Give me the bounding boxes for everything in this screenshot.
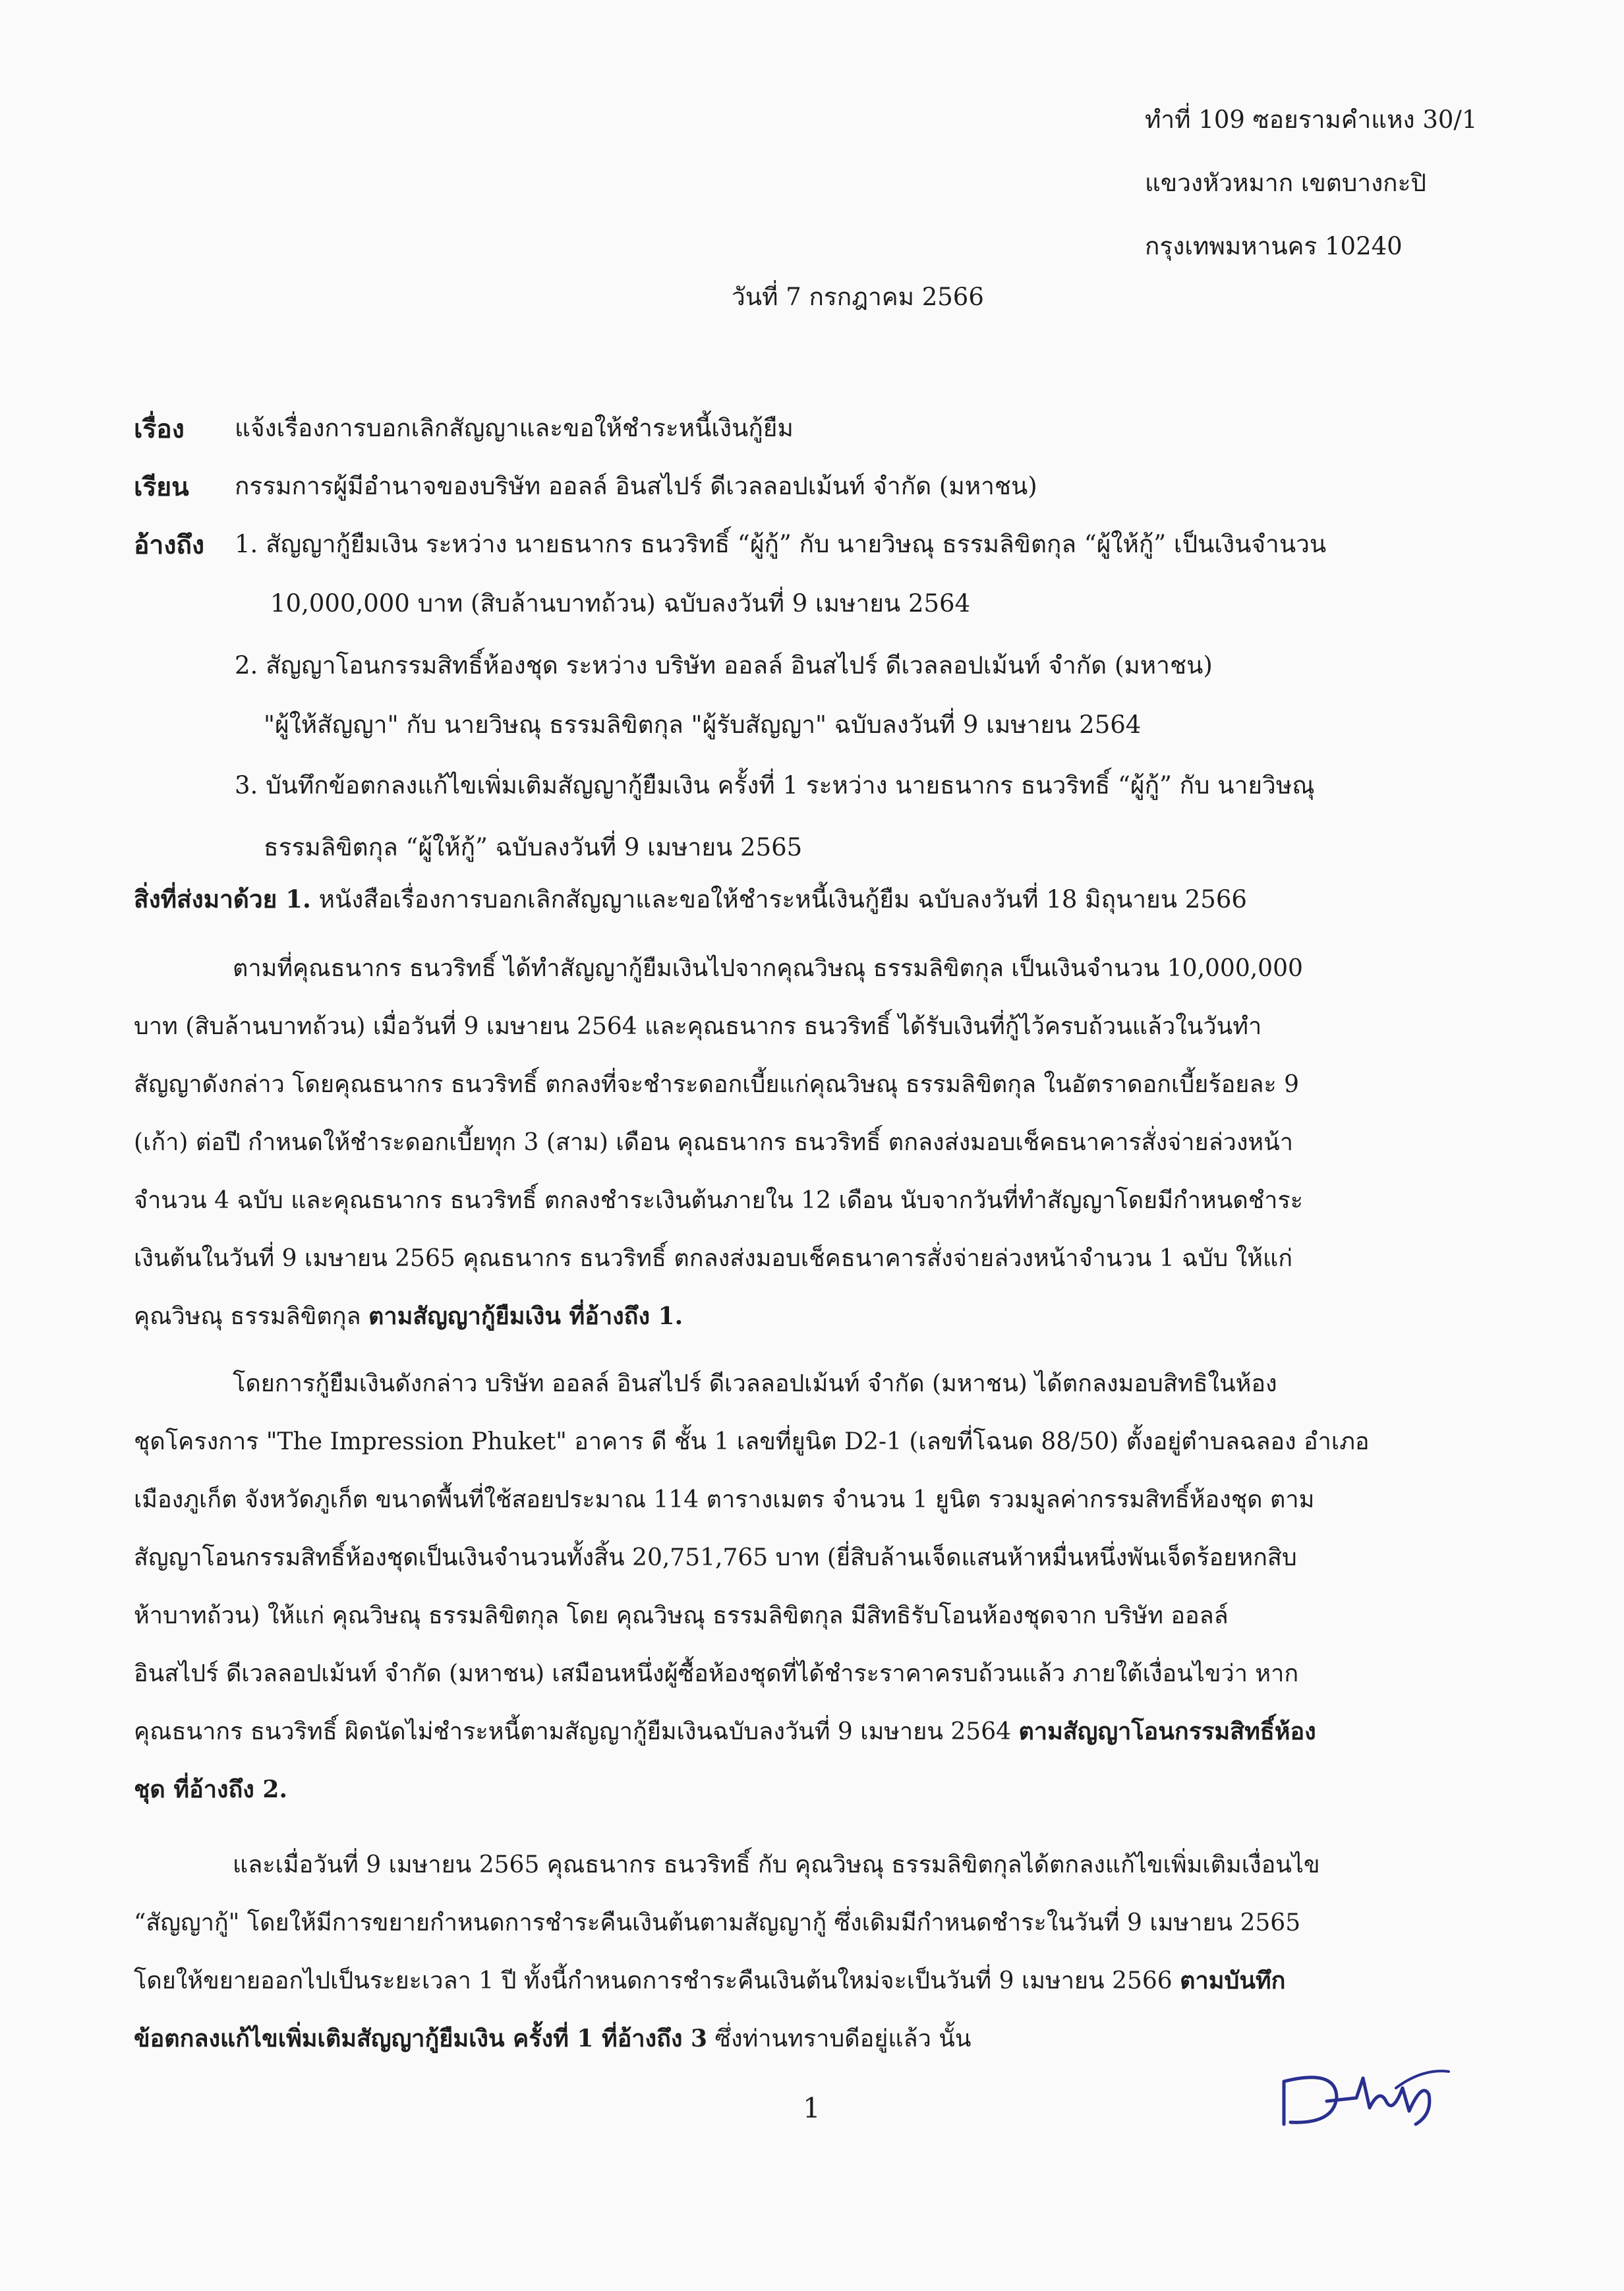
paragraph-reference: ตามสัญญากู้ยืมเงิน ที่อ้างถึง 1. xyxy=(368,1302,683,1330)
reference-item: 2. สัญญาโอนกรรมสิทธิ์ห้องชุด ระหว่าง บริษัท ออลล์ อินสไปร์ ดีเวลลอปเม้นท์ จำกัด (มหาชน) xyxy=(235,651,1213,680)
paragraph-line xyxy=(134,1712,1492,1770)
paragraph-line: เมืองภูเก็ต จังหวัดภูเก็ต ขนาดพื้นที่ใช้สอยประมาณ 114 ตารางเมตร จำนวน 1 ยูนิต รวมมูลค่ากรรมสิทธิ์ห้องชุด ตาม xyxy=(134,1486,1315,1513)
paragraph-line: เงินต้นในวันที่ 9 เมษายน 2565 คุณธนากร ธนวริทธิ์ ตกลงส่งมอบเช็คธนาคารสั่งจ่ายล่วงหน้าจำนวน 1 ฉบับ ให้แก่ xyxy=(134,1245,1293,1272)
subject-label: เรื่อง xyxy=(134,414,185,444)
paragraph-text: ซึ่งท่านทราบดีอยู่แล้ว นั้น xyxy=(707,2025,972,2052)
letter-date: วันที่ 7 กรกฎาคม 2566 xyxy=(732,283,984,311)
reference-item: 1. สัญญากู้ยืมเงิน ระหว่าง นายธนากร ธนวริทธิ์ “ผู้กู้” กับ นายวิษณุ ธรรมลิขิตกุล “ผู้ให้กู้” เป็นเงินจำนวน xyxy=(235,530,1327,558)
paragraph-reference: ตามสัญญาโอนกรรมสิทธิ์ห้อง xyxy=(1018,1718,1316,1745)
reference-item: 10,000,000 บาท (สิบล้านบาทถ้วน) ฉบับลงวันที่ 9 เมษายน 2564 xyxy=(270,589,971,618)
paragraph-line: สัญญาโอนกรรมสิทธิ์ห้องชุดเป็นเงินจำนวนทั้งสิ้น 20,751,765 บาท (ยี่สิบล้านเจ็ดแสนห้าหมื่นหนึ่งพันเจ็ดร้อยหกสิบ xyxy=(134,1544,1297,1571)
paragraph-line: และเมื่อวันที่ 9 เมษายน 2565 คุณธนากร ธนวริทธิ์ กับ คุณวิษณุ ธรรมลิขิตกุลได้ตกลงแก้ไขเพิ่มเติมเงื่อนไข xyxy=(233,1851,1320,1878)
paragraph-text: คุณวิษณุ ธรรมลิขิตกุล xyxy=(134,1303,368,1330)
paragraph-line: (เก้า) ต่อปี กำหนดให้ชำระดอกเบี้ยทุก 3 (สาม) เดือน คุณธนากร ธนวริทธิ์ ตกลงส่งมอบเช็คธนาคารสั่งจ่ายล่วงหน้า xyxy=(134,1129,1293,1156)
reference-item: ธรรมลิขิตกุล “ผู้ให้กู้” ฉบับลงวันที่ 9 เมษายน 2565 xyxy=(264,833,803,861)
enclosure-line xyxy=(134,884,1247,914)
body-paragraph-1 xyxy=(134,949,1492,1355)
sender-address xyxy=(1145,100,1477,290)
paragraph-reference: ข้อตกลงแก้ไขเพิ่มเติมสัญญากู้ยืมเงิน ครั้งที่ 1 ที่อ้างถึง 3 xyxy=(134,2025,708,2052)
references-label: อ้างถึง xyxy=(134,530,205,560)
paragraph-text: โดยให้ขยายออกไปเป็นระยะเวลา 1 ปี ทั้งนี้กำหนดการชำระคืนเงินต้นใหม่จะเป็นวันที่ 9 เมษายน 2566 xyxy=(134,1967,1180,1994)
subject-text: แจ้งเรื่องการบอกเลิกสัญญาและขอให้ชำระหนี้เงินกู้ยืม xyxy=(235,414,794,442)
paragraph-line: โดยการกู้ยืมเงินดังกล่าว บริษัท ออลล์ อินสไปร์ ดีเวลลอปเม้นท์ จำกัด (มหาชน) ได้ตกลงมอบสิทธิในห้อง xyxy=(233,1370,1277,1397)
paragraph-line: อินสไปร์ ดีเวลลอปเม้นท์ จำกัด (มหาชน) เสมือนหนึ่งผู้ซื้อห้องชุดที่ได้ชำระราคาครบถ้วนแล้ว ภายใต้เงื่อนไขว่า หาก xyxy=(134,1660,1299,1687)
body-paragraph-2 xyxy=(134,1364,1492,1828)
paragraph-line: “สัญญากู้" โดยให้มีการขยายกำหนดการชำระคืนเงินต้นตามสัญญากู้ ซึ่งเดิมมีกำหนดชำระในวันที่ 9 เมษายน 2565 xyxy=(134,1909,1301,1936)
page-number: 1 xyxy=(803,2092,821,2124)
paragraph-line: สัญญาดังกล่าว โดยคุณธนากร ธนวริทธิ์ ตกลงที่จะชำระดอกเบี้ยแก่คุณวิษณุ ธรรมลิขิตกุล ในอัตราดอกเบี้ยร้อยละ 9 xyxy=(134,1071,1300,1098)
body-paragraph-3 xyxy=(134,1845,1492,2077)
address-line: กรุงเทพมหานคร 10240 xyxy=(1145,232,1403,260)
recipient-label: เรียน xyxy=(134,472,189,502)
paragraph-text: คุณธนากร ธนวริทธิ์ ผิดนัดไม่ชำระหนี้ตามสัญญากู้ยืมเงินฉบับลงวันที่ 9 เมษายน 2564 xyxy=(134,1718,1019,1745)
paragraph-line xyxy=(134,1297,1492,1355)
enclosure-label: สิ่งที่ส่งมาด้วย 1. xyxy=(134,884,311,914)
paragraph-line: ห้าบาทถ้วน) ให้แก่ คุณวิษณุ ธรรมลิขิตกุล โดย คุณวิษณุ ธรรมลิขิตกุล มีสิทธิรับโอนห้องชุดจาก บริษัท ออลล์ xyxy=(134,1602,1229,1629)
paragraph-line: ตามที่คุณธนากร ธนวริทธิ์ ได้ทำสัญญากู้ยืมเงินไปจากคุณวิษณุ ธรรมลิขิตกุล เป็นเงินจำนวน 10,000,000 xyxy=(233,955,1303,982)
recipient-text: กรรมการผู้มีอำนาจของบริษัท ออลล์ อินสไปร์ ดีเวลลอปเม้นท์ จำกัด (มหาชน) xyxy=(235,472,1037,500)
paragraph-reference: ตามบันทึก xyxy=(1180,1967,1286,1994)
handwritten-signature xyxy=(1264,2062,1462,2134)
paragraph-line: ชุดโครงการ "The Impression Phuket" อาคาร ดี ชั้น 1 เลขที่ยูนิต D2-1 (เลขที่โฉนด 88/50) ตั้งอยู่ตำบลฉลอง อำเภอ xyxy=(134,1428,1370,1455)
reference-item: 3. บันทึกข้อตกลงแก้ไขเพิ่มเติมสัญญากู้ยืมเงิน ครั้งที่ 1 ระหว่าง นายธนากร ธนวริทธิ์ “ผู้กู้” กับ นายวิษณุ xyxy=(235,771,1315,799)
paragraph-line: บาท (สิบล้านบาทถ้วน) เมื่อวันที่ 9 เมษายน 2564 และคุณธนากร ธนวริทธิ์ ได้รับเงินที่กู้ไว้ครบถ้วนแล้วในวันทำ xyxy=(134,1013,1262,1040)
paragraph-line xyxy=(134,1961,1492,2019)
enclosure-text: หนังสือเรื่องการบอกเลิกสัญญาและขอให้ชำระหนี้เงินกู้ยืม ฉบับลงวันที่ 18 มิถุนายน 2566 xyxy=(310,885,1247,914)
paragraph-line: จำนวน 4 ฉบับ และคุณธนากร ธนวริทธิ์ ตกลงชำระเงินต้นภายใน 12 เดือน นับจากวันที่ทำสัญญาโดยมีกำหนดชำระ xyxy=(134,1187,1304,1214)
reference-item: "ผู้ให้สัญญา" กับ นายวิษณุ ธรรมลิขิตกุล "ผู้รับสัญญา" ฉบับลงวันที่ 9 เมษายน 2564 xyxy=(264,710,1142,739)
address-line: แขวงหัวหมาก เขตบางกะปิ xyxy=(1145,169,1426,197)
paragraph-reference: ชุด ที่อ้างถึง 2. xyxy=(134,1776,287,1803)
address-line: ทำที่ 109 ซอยรามคำแหง 30/1 xyxy=(1145,105,1478,134)
